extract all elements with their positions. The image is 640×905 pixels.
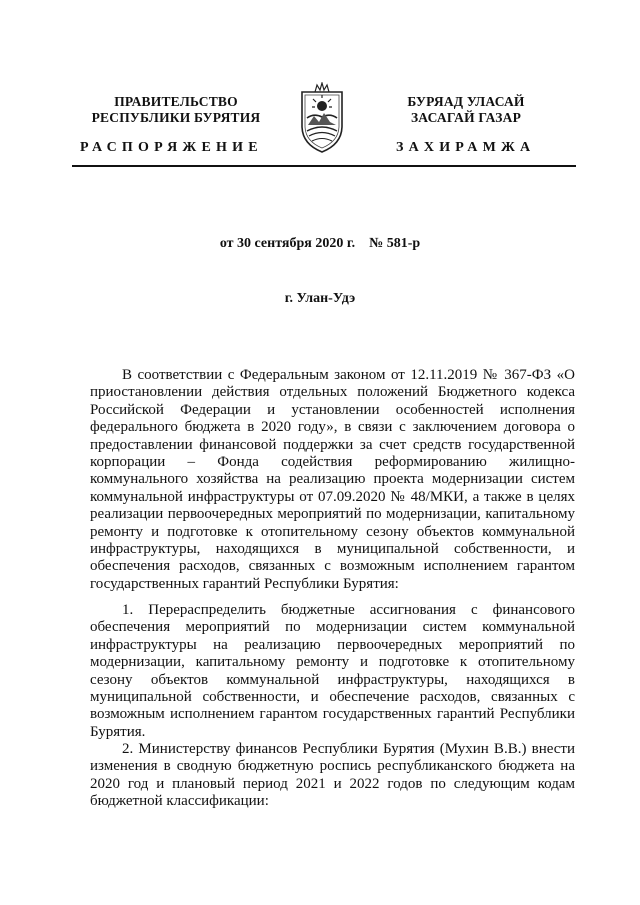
coat-of-arms-icon: [298, 82, 346, 154]
header-left-line-2: РЕСПУБЛИКИ БУРЯТИЯ: [91, 110, 261, 125]
header-right-org: [368, 94, 564, 126]
paragraph-preamble-text: В соответствии с Федеральным законом от 12.11.2019 № 367-ФЗ «О приостановлении действия отдельных положений Бюджетного кодекса Российской Федерации и установлении особенностей исполнения федерального бюджета в 2020 году», в связи с заключением договора о предоставлении финансовой поддержки за счет средств государственной корпорации – Фонда содействия реформированию жилищно-коммунального хозяйства на реализацию проекта модернизации систем коммунальной инфраструктуры от 07.09.2020 № 48/МКИ, а также в целях реализации первоочередных мероприятий по модернизации, капитальному ремонту и подготовке к отопительному сезону объектов коммунальной инфраструктуры, находящихся в муниципальной собственности, и обеспечения расходов, связанных с возможным исполнением гарантом государственных гарантий Республики Бурятия:: [90, 367, 575, 592]
city: г. Улан-Удэ: [284, 291, 356, 306]
document-type-ru: РАСПОРЯЖЕНИЕ: [80, 140, 263, 155]
paragraph-item-2-text: 2. Министерству финансов Республики Бурятия (Мухин В.В.) внести изменения в сводную бюджетную роспись республиканского бюджета на 2020 год и плановый период 2021 и 2022 годов по следующим кодам бюджетной классификации:: [90, 741, 575, 810]
document-type-bua: ЗАХИРАМЖА: [396, 140, 536, 155]
header-left-org: [78, 94, 274, 126]
header-left-line-1: ПРАВИТЕЛЬСТВО: [114, 94, 238, 109]
header-right-line-2: ЗАСАГАЙ ГАЗАР: [410, 110, 522, 125]
paragraph-item-1-text: 1. Перераспределить бюджетные ассигнования с финансового обеспечения мероприятий по модернизации систем коммунальной инфраструктуры на реализацию первоочередных мероприятий по модернизации, капитальному ремонту и подготовке к отопительному сезону объектов коммунальной инфраструктуры, находящихся в муниципальной собственности, и обеспечение расходов, связанных с возможным исполнением гарантом государственных гарантий Республики Бурятия.: [90, 602, 575, 740]
paragraph-item-2: [90, 741, 575, 811]
header-divider: [72, 165, 576, 167]
paragraph-preamble: [90, 367, 575, 593]
paragraph-item-1: [90, 602, 575, 741]
header-right-line-1: БУРЯАД УЛАСАЙ: [407, 94, 525, 109]
date-and-number: от 30 сентября 2020 г. № 581-р: [219, 236, 421, 251]
